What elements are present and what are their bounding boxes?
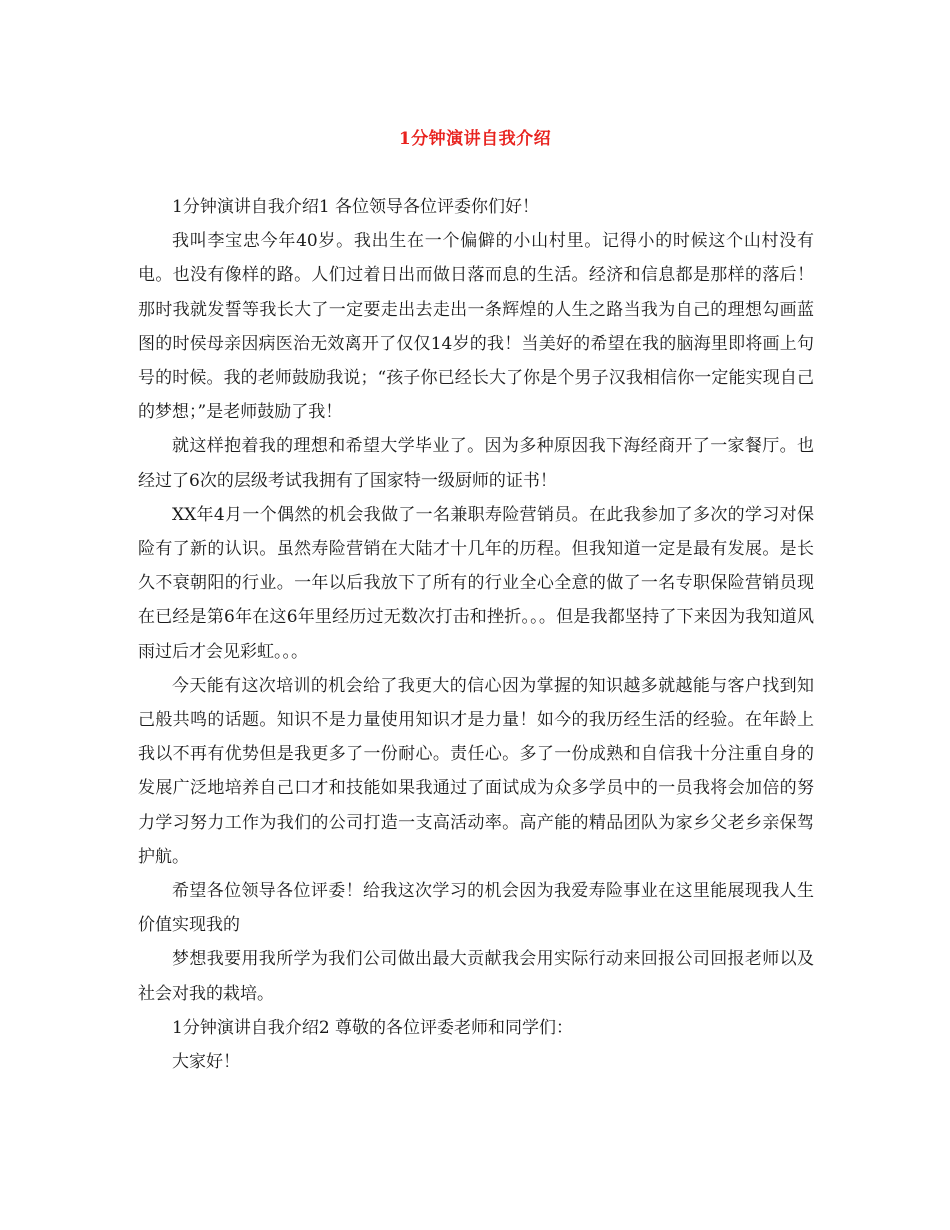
document-body [138,190,814,1079]
document-title: 1分钟演讲自我介绍 [398,129,552,149]
paragraph: 今天能有这次培训的机会给了我更大的信心因为掌握的知识越多就越能与客户找到知己般共鸣的话题。知识不是力量使用知识才是力量！如今的我历经生活的经验。在年龄上我以不再有优势但是我更多了一份耐心。责任心。多了一份成熟和自信我十分注重自身的发展广泛地培养自己口才和技能如果我通过了面试成为众多学员中的一员我将会加倍的努力学习努力工作为我们的公司打造一支高活动率。高产能的精品团队为家乡父老乡亲保驾护航。 [138,675,814,867]
paragraph: 我叫李宝忠今年40岁。我出生在一个偏僻的小山村里。记得小的时候这个山村没有电。也没有像样的路。人们过着日出而做日落而息的生活。经济和信息都是那样的落后！那时我就发誓等我长大了一定要走出去走出一条辉煌的人生之路当我为自己的理想勾画蓝图的时侯母亲因病医治无效离开了仅仅14岁的我！当美好的希望在我的脑海里即将画上句号的时候。我的老师鼓励我说；“孩子你已经长大了你是个男子汉我相信你一定能实现自己的梦想；”是老师鼓励了我！ [138,231,814,423]
paragraph: 大家好！ [172,1052,240,1073]
paragraph: 就这样抱着我的理想和希望大学毕业了。因为多种原因我下海经商开了一家餐厅。也经过了6次的层级考试我拥有了国家特一级厨师的证书！ [138,436,814,491]
paragraph-intro-heading: 1分钟演讲自我介绍1 各位领导各位评委你们好！ [172,197,540,217]
paragraph-intro-heading: 1分钟演讲自我介绍2 尊敬的各位评委老师和同学们： [172,1017,574,1038]
paragraph: XX年4月一个偶然的机会我做了一名兼职寿险营销员。在此我参加了多次的学习对保险有了新的认识。虽然寿险营销在大陆才十几年的历程。但我知道一定是最有发展。是长久不衰朝阳的行业。一年以后我放下了所有的行业全心全意的做了一名专职保险营销员现在已经是第6年在这6年里经历过无数次打击和挫折。。。但是我都坚持了下来因为我知道风雨过后才会见彩虹。。。 [138,504,814,662]
paragraph: 希望各位领导各位评委！给我这次学习的机会因为我爱寿险事业在这里能展现我人生价值实现我的 [138,881,814,936]
paragraph: 梦想我要用我所学为我们公司做出最大贡献我会用实际行动来回报公司回报老师以及社会对我的栽培。 [138,949,814,1004]
